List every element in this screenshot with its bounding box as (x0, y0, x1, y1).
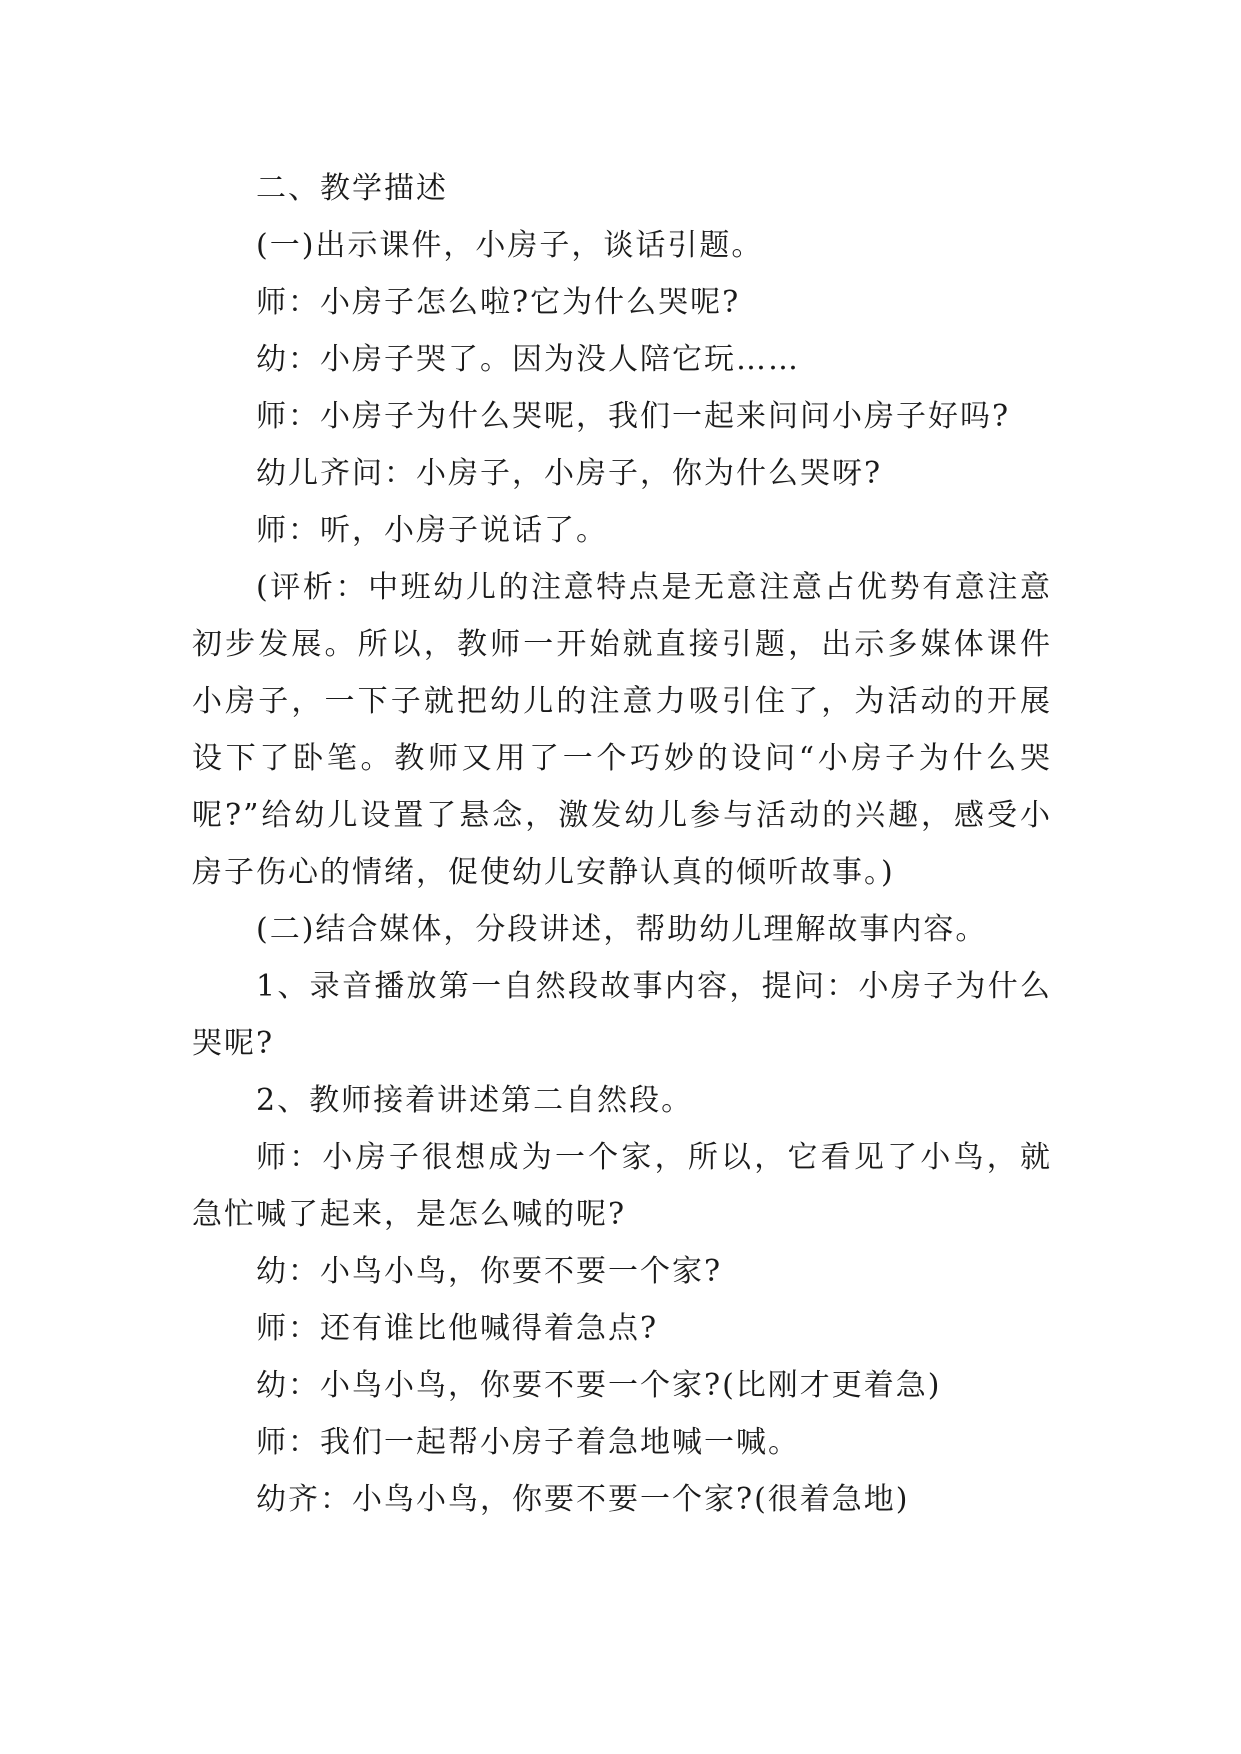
dialogue-line: 师：小房子为什么哭呢，我们一起来问问小房子好吗? (256, 399, 1011, 434)
section-heading: 二、教学描述 (256, 171, 448, 206)
dialogue-line: 师：我们一起帮小房子着急地喊一喊。 (256, 1425, 800, 1460)
document-body (192, 160, 1052, 1528)
step-item: 2、教师接着讲述第二自然段。 (256, 1083, 694, 1118)
dialogue-line: 师：听，小房子说话了。 (256, 513, 608, 548)
dialogue-line: 师：小房子很想成为一个家，所以，它看见了小鸟，就急忙喊了起来，是怎么喊的呢? (192, 1140, 1052, 1232)
subsection-heading: (一)出示课件，小房子，谈话引题。 (256, 228, 764, 263)
dialogue-line: 幼：小鸟小鸟，你要不要一个家?(比刚才更着急) (256, 1368, 942, 1403)
dialogue-line: 师：还有谁比他喊得着急点? (256, 1311, 659, 1346)
step-item: 1、录音播放第一自然段故事内容，提问：小房子为什么哭呢? (192, 969, 1052, 1061)
dialogue-line: 幼齐：小鸟小鸟，你要不要一个家?(很着急地) (256, 1482, 910, 1517)
dialogue-line: 幼儿齐问：小房子，小房子，你为什么哭呀? (256, 456, 883, 491)
subsection-heading: (二)结合媒体，分段讲述，帮助幼儿理解故事内容。 (256, 912, 988, 947)
dialogue-line: 幼：小房子哭了。因为没人陪它玩…… (256, 342, 800, 377)
dialogue-line: 师：小房子怎么啦?它为什么哭呢? (256, 285, 741, 320)
analysis-paragraph: (评析：中班幼儿的注意特点是无意注意占优势有意注意初步发展。所以，教师一开始就直接引题，出示多媒体课件小房子，一下子就把幼儿的注意力吸引住了，为活动的开展设下了卧笔。教师又用了一个巧妙的设问“小房子为什么哭呢?”给幼儿设置了悬念，激发幼儿参与活动的兴趣，感受小房子伤心的情绪，促使幼儿安静认真的倾听故事。) (192, 570, 1052, 890)
dialogue-line: 幼：小鸟小鸟，你要不要一个家? (256, 1254, 723, 1289)
